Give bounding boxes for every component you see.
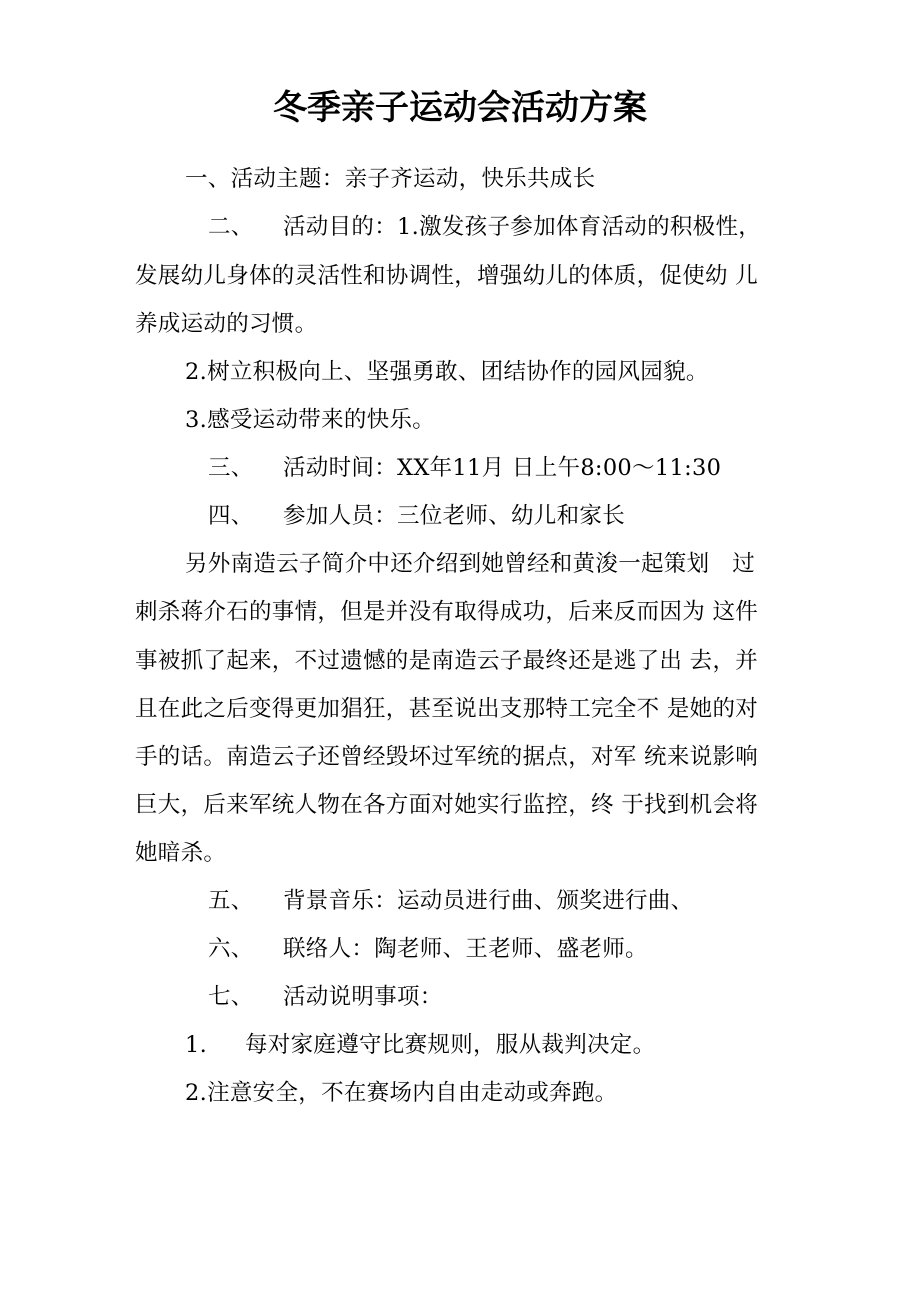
- extra-paragraph-line-4: 且在此之后变得更加猖狂，甚至说出支那特工完全不 是她的对: [135, 696, 759, 722]
- section-goal-line-3: 养成运动的习惯。: [135, 311, 318, 337]
- section-time-number: 三、: [208, 455, 254, 481]
- note-2: 2.注意安全，不在赛场内自由走动或奔跑。: [185, 1080, 618, 1106]
- section-music-text: 背景音乐：运动员进行曲、颁奖进行曲、: [283, 888, 694, 914]
- extra-paragraph-line-2: 刺杀蒋介石的事情，但是并没有取得成功，后来反而因为 这件: [135, 599, 759, 625]
- section-theme: 一、活动主题：亲子齐运动，快乐共成长: [185, 166, 596, 192]
- section-goal-number: 二、: [208, 214, 254, 240]
- extra-paragraph-line-5: 手的话。南造云子还曾经毁坏过军统的据点，对军 统来说影响: [135, 744, 759, 770]
- section-contact-text: 联络人：陶老师、王老师、盛老师。: [283, 936, 648, 962]
- note-1-number: 1.: [185, 1032, 208, 1058]
- section-people-text: 参加人员：三位老师、幼儿和家长: [283, 503, 626, 529]
- section-people-number: 四、: [208, 503, 254, 529]
- note-1-text: 每对家庭遵守比赛规则，服从裁判决定。: [245, 1032, 656, 1058]
- extra-paragraph-line-3: 事被抓了起来，不过遗憾的是南造云子最终还是逃了出 去，并: [135, 648, 759, 674]
- section-notes-number: 七、: [208, 984, 254, 1010]
- section-music-number: 五、: [208, 888, 254, 914]
- extra-paragraph-line-6: 巨大，后来军统人物在各方面对她实行监控，终 于找到机会将: [135, 792, 759, 818]
- section-time-text: 活动时间：XX年11月 日上午8:00～11:30: [283, 455, 722, 481]
- section-goal-line-2: 发展幼儿身体的灵活性和协调性，增强幼儿的体质，促使幼 儿: [135, 263, 759, 289]
- section-contact-number: 六、: [208, 936, 254, 962]
- section-goal-text: 活动目的：1.激发孩子参加体育活动的积极性，: [283, 214, 762, 240]
- section-goal-item-3: 3.感受运动带来的快乐。: [185, 407, 436, 433]
- section-goal-item-2: 2.树立积极向上、坚强勇敢、团结协作的园风园貌。: [185, 359, 709, 385]
- extra-paragraph-line-1: 另外南造云子简介中还介绍到她曾经和黄浚一起策划 过: [185, 551, 756, 577]
- section-notes-text: 活动说明事项：: [283, 984, 443, 1010]
- extra-paragraph-line-7: 她暗杀。: [135, 840, 227, 866]
- document-title: 冬季亲子运动会活动方案: [273, 88, 647, 128]
